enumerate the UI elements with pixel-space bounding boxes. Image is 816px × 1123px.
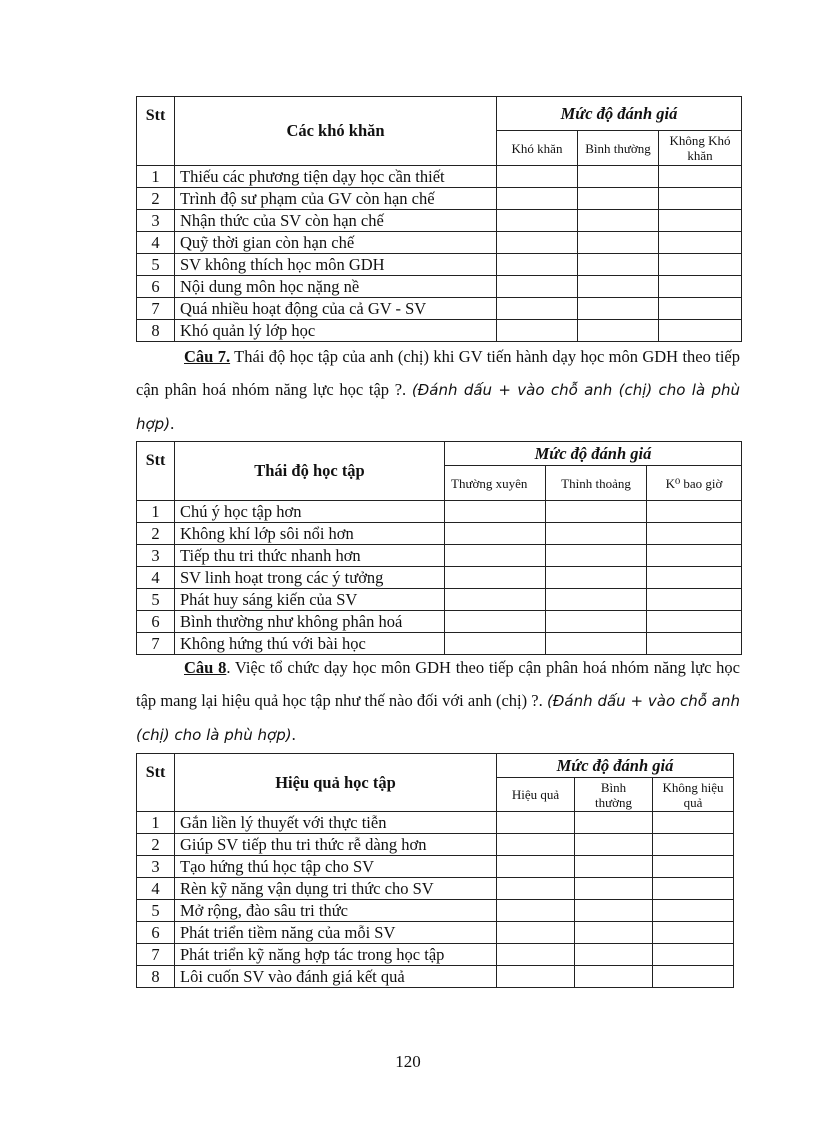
- rating-cell[interactable]: [578, 276, 659, 298]
- rating-cell[interactable]: [578, 232, 659, 254]
- table-row: [137, 944, 734, 966]
- table-row: [137, 856, 734, 878]
- row-number: 6: [137, 611, 175, 633]
- row-number: 7: [137, 298, 175, 320]
- rating-cell[interactable]: [575, 944, 653, 966]
- rating-cell[interactable]: [653, 922, 734, 944]
- row-label: SV linh hoạt trong các ý tưởng: [175, 567, 445, 589]
- rating-cell[interactable]: [575, 834, 653, 856]
- row-label: Gắn liền lý thuyết với thực tiễn: [175, 812, 497, 834]
- table-row: [137, 878, 734, 900]
- attitude-table: [136, 441, 742, 655]
- row-label: Nhận thức của SV còn hạn chế: [175, 210, 497, 232]
- rating-cell[interactable]: [647, 567, 742, 589]
- rating-cell[interactable]: [653, 834, 734, 856]
- rating-cell[interactable]: [647, 611, 742, 633]
- table-row: [137, 320, 742, 342]
- table-row: [137, 523, 742, 545]
- question-7-text: Thái độ học tập của anh (chị) khi GV tiến hành dạy học môn GDH theo tiếp cận phân hoá nhóm năng lực học tập ?.: [136, 347, 740, 399]
- level-header: Không Khó khăn: [659, 131, 742, 166]
- rating-cell[interactable]: [546, 523, 647, 545]
- level-header: Hiệu quả: [497, 778, 575, 812]
- question-7-label: Câu 7.: [184, 347, 231, 366]
- table-row: [137, 900, 734, 922]
- row-label: Lôi cuốn SV vào đánh giá kết quả: [175, 966, 497, 988]
- rating-cell[interactable]: [497, 966, 575, 988]
- rating-cell[interactable]: [659, 188, 742, 210]
- table-row: [137, 254, 742, 276]
- row-number: 8: [137, 966, 175, 988]
- rating-cell[interactable]: [546, 567, 647, 589]
- row-number: 4: [137, 567, 175, 589]
- rating-cell[interactable]: [575, 900, 653, 922]
- rating-cell[interactable]: [445, 545, 546, 567]
- row-label: Chú ý học tập hơn: [175, 501, 445, 523]
- level-header: K⁰ bao giờ: [647, 466, 742, 501]
- level-header: Bình thường: [578, 131, 659, 166]
- effectiveness-table: [136, 753, 734, 988]
- table-row: [137, 812, 734, 834]
- row-number: 3: [137, 210, 175, 232]
- stt-header: Stt: [137, 754, 175, 812]
- rating-cell[interactable]: [497, 188, 578, 210]
- row-number: 3: [137, 856, 175, 878]
- rating-cell[interactable]: [445, 589, 546, 611]
- row-number: 4: [137, 232, 175, 254]
- criterion-header: Thái độ học tập: [175, 442, 445, 501]
- row-label: Tạo hứng thú học tập cho SV: [175, 856, 497, 878]
- rating-cell[interactable]: [445, 567, 546, 589]
- stt-header: Stt: [137, 97, 175, 166]
- table-row: [137, 210, 742, 232]
- rating-cell[interactable]: [497, 812, 575, 834]
- rating-cell[interactable]: [659, 298, 742, 320]
- rating-cell[interactable]: [497, 834, 575, 856]
- row-label: Không khí lớp sôi nổi hơn: [175, 523, 445, 545]
- criterion-header: Hiệu quả học tập: [175, 754, 497, 812]
- row-label: Nội dung môn học nặng nề: [175, 276, 497, 298]
- question-8-end: .: [291, 725, 296, 744]
- level-header: Bình thường: [575, 778, 653, 812]
- row-number: 6: [137, 922, 175, 944]
- rating-cell[interactable]: [497, 276, 578, 298]
- table-row: [137, 611, 742, 633]
- rating-cell[interactable]: [578, 298, 659, 320]
- rating-group-header: Mức độ đánh giá: [497, 97, 742, 131]
- rating-cell[interactable]: [497, 922, 575, 944]
- table-row: [137, 166, 742, 188]
- row-number: 1: [137, 812, 175, 834]
- rating-cell[interactable]: [659, 276, 742, 298]
- row-number: 4: [137, 878, 175, 900]
- row-number: 7: [137, 633, 175, 655]
- row-number: 2: [137, 188, 175, 210]
- rating-cell[interactable]: [647, 545, 742, 567]
- row-label: Không hứng thú với bài học: [175, 633, 445, 655]
- row-label: Tiếp thu tri thức nhanh hơn: [175, 545, 445, 567]
- row-number: 7: [137, 944, 175, 966]
- level-header: Thỉnh thoảng: [546, 466, 647, 501]
- rating-cell[interactable]: [653, 944, 734, 966]
- level-header: Thường xuyên: [445, 466, 546, 501]
- stt-header: Stt: [137, 442, 175, 501]
- rating-cell[interactable]: [497, 254, 578, 276]
- rating-cell[interactable]: [575, 878, 653, 900]
- level-header: Khó khăn: [497, 131, 578, 166]
- row-label: Giúp SV tiếp thu tri thức rễ dàng hơn: [175, 834, 497, 856]
- row-number: 2: [137, 834, 175, 856]
- rating-cell[interactable]: [578, 210, 659, 232]
- row-number: 5: [137, 254, 175, 276]
- rating-cell[interactable]: [578, 254, 659, 276]
- rating-cell[interactable]: [497, 944, 575, 966]
- row-label: Trình độ sư phạm của GV còn hạn chế: [175, 188, 497, 210]
- rating-cell[interactable]: [647, 589, 742, 611]
- rating-cell[interactable]: [445, 523, 546, 545]
- rating-cell[interactable]: [497, 320, 578, 342]
- rating-cell[interactable]: [575, 856, 653, 878]
- rating-cell[interactable]: [647, 523, 742, 545]
- table-row: [137, 232, 742, 254]
- rating-cell[interactable]: [578, 188, 659, 210]
- rating-cell[interactable]: [647, 501, 742, 523]
- rating-cell[interactable]: [659, 320, 742, 342]
- rating-cell[interactable]: [497, 298, 578, 320]
- question-8-label: Câu 8: [184, 658, 227, 677]
- row-number: 8: [137, 320, 175, 342]
- rating-cell[interactable]: [497, 166, 578, 188]
- table-row: [137, 922, 734, 944]
- rating-cell[interactable]: [575, 922, 653, 944]
- table-row: [137, 298, 742, 320]
- table-row: [137, 567, 742, 589]
- row-label: Bình thường như không phân hoá: [175, 611, 445, 633]
- row-number: 5: [137, 589, 175, 611]
- row-label: Thiếu các phương tiện dạy học cần thiết: [175, 166, 497, 188]
- table-row: [137, 501, 742, 523]
- rating-cell[interactable]: [653, 878, 734, 900]
- level-header: Không hiệu quả: [653, 778, 734, 812]
- rating-cell[interactable]: [445, 611, 546, 633]
- rating-cell[interactable]: [575, 966, 653, 988]
- rating-cell[interactable]: [659, 210, 742, 232]
- rating-cell[interactable]: [546, 589, 647, 611]
- rating-group-header: Mức độ đánh giá: [445, 442, 742, 466]
- table-row: [137, 545, 742, 567]
- rating-cell[interactable]: [497, 856, 575, 878]
- page-number: 120: [395, 1052, 421, 1071]
- rating-cell[interactable]: [546, 545, 647, 567]
- row-label: Mở rộng, đào sâu tri thức: [175, 900, 497, 922]
- rating-cell[interactable]: [653, 856, 734, 878]
- table-row: [137, 188, 742, 210]
- rating-cell[interactable]: [497, 232, 578, 254]
- row-number: 3: [137, 545, 175, 567]
- question-7: [136, 340, 740, 441]
- row-number: 2: [137, 523, 175, 545]
- rating-cell[interactable]: [659, 232, 742, 254]
- row-label: Khó quản lý lớp học: [175, 320, 497, 342]
- table-row: [137, 834, 734, 856]
- row-label: Phát huy sáng kiến của SV: [175, 589, 445, 611]
- row-number: 6: [137, 276, 175, 298]
- rating-cell[interactable]: [578, 166, 659, 188]
- question-8-note: (Đánh dấu + vào chỗ anh (chị) cho là phù hợp): [136, 692, 740, 744]
- question-8-text: . Việc tổ chức dạy học môn GDH theo tiếp cận phân hoá nhóm năng lực học tập mang lại hiệu quả học tập như thế nào đối với anh (chị) ?.: [136, 658, 740, 710]
- rating-cell[interactable]: [653, 900, 734, 922]
- question-7-end: .: [170, 414, 175, 433]
- row-number: 1: [137, 501, 175, 523]
- rating-cell[interactable]: [653, 966, 734, 988]
- table-row: [137, 276, 742, 298]
- rating-cell[interactable]: [497, 878, 575, 900]
- criterion-header: Các khó khăn: [175, 97, 497, 166]
- row-label: Quá nhiều hoạt động của cả GV - SV: [175, 298, 497, 320]
- table-row: [137, 589, 742, 611]
- rating-cell[interactable]: [546, 611, 647, 633]
- rating-group-header: Mức độ đánh giá: [497, 754, 734, 778]
- row-label: Phát triển tiềm năng của mỗi SV: [175, 922, 497, 944]
- rating-cell[interactable]: [546, 501, 647, 523]
- row-label: SV không thích học môn GDH: [175, 254, 497, 276]
- question-8: [136, 651, 740, 752]
- table-row: [137, 966, 734, 988]
- row-label: Rèn kỹ năng vận dụng tri thức cho SV: [175, 878, 497, 900]
- row-label: Quỹ thời gian còn hạn chế: [175, 232, 497, 254]
- row-number: 5: [137, 900, 175, 922]
- rating-cell[interactable]: [575, 812, 653, 834]
- row-label: Phát triển kỹ năng hợp tác trong học tập: [175, 944, 497, 966]
- rating-cell[interactable]: [659, 254, 742, 276]
- rating-cell[interactable]: [653, 812, 734, 834]
- question-7-note: (Đánh dấu + vào chỗ anh (chị) cho là phù hợp): [136, 381, 741, 433]
- rating-cell[interactable]: [578, 320, 659, 342]
- rating-cell[interactable]: [445, 501, 546, 523]
- rating-cell[interactable]: [497, 900, 575, 922]
- rating-cell[interactable]: [659, 166, 742, 188]
- difficulties-table: [136, 96, 742, 342]
- row-number: 1: [137, 166, 175, 188]
- rating-cell[interactable]: [497, 210, 578, 232]
